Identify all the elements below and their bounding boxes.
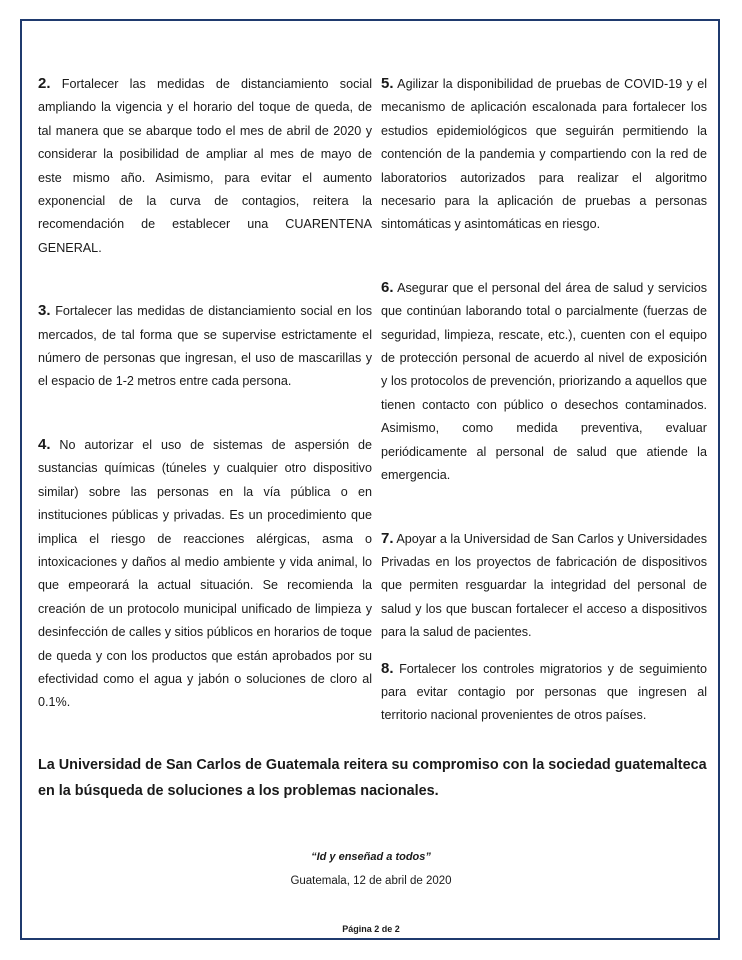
item-number: 8. [381, 659, 394, 677]
item-number: 2. [38, 75, 51, 92]
item-text: Agilizar la disponibilidad de pruebas de COVID-19 y el mecanismo de aplicación escalonada para fortalecer los estudios epidemiológicos que seguirán permitiendo la contención de la pandemia y compartiendo con la red de laboratorios autorizados para realizar el algoritmo necesario para la aplicación de pruebas a personas sintomáticas y asintomáticas en riesgo. [381, 77, 707, 232]
right-column [381, 72, 707, 767]
motto: “Id y enseñad a todos” [311, 851, 431, 863]
item-4 [38, 433, 372, 715]
left-column [38, 72, 372, 754]
date-line: Guatemala, 12 de abril de 2020 [290, 875, 452, 887]
closing-statement: La Universidad de San Carlos de Guatemala reitera su compromiso con la sociedad guatemalteca en la búsqueda de soluciones a los problemas nacionales. [38, 757, 707, 799]
item-text: No autorizar el uso de sistemas de aspersión de sustancias químicas (túneles y cualquier otro dispositivo similar) sobre las personas en la vía pública o en instituciones públicas y privadas. Es un procedimiento que implica el riesgo de reacciones alérgicas, asma o intoxicaciones y daños al medio ambiente y vida animal, lo que empeorará la actual situación. Se recomienda la creación de un protocolo municipal unificado de limpieza y desinfección de calles y sitios públicos en horarios de toque de queda y con los productos que están aprobados por su efectividad como el agua y jabón o soluciones de cloro al 0.1%. [38, 437, 373, 710]
item-2 [38, 72, 372, 260]
page-number: Página 2 de 2 [342, 924, 400, 934]
item-text: Fortalecer las medidas de distanciamiento social ampliando la vigencia y el horario del toque de queda, de tal manera que se abarque todo el mes de abril de 2020 y considerar la posibilidad de ampliar al mes de mayo de este mismo año. Asimismo, para evitar el aumento exponencial de la curva de contagios, reitera la recomendación de establecer una CUARENTENA GENERAL. [38, 77, 372, 255]
item-text: Fortalecer los controles migratorios y de seguimiento para evitar contagio por personas que ingresen al territorio nacional provenientes de otros países. [381, 661, 707, 723]
item-number: 6. [381, 278, 394, 296]
item-text: Apoyar a la Universidad de San Carlos y Universidades Privadas en los proyectos de fabricación de dispositivos que permiten resguardar la integridad del personal de salud y los que buscan fortalecer el acceso a dispositivos para la salud de pacientes. [381, 531, 707, 640]
item-number: 4. [38, 435, 51, 453]
item-number: 5. [381, 75, 394, 92]
item-7 [381, 527, 707, 645]
item-3 [38, 299, 372, 394]
item-number: 3. [38, 302, 51, 320]
item-8 [381, 657, 707, 728]
item-text: Fortalecer las medidas de distanciamiento social en los mercados, de tal forma que se supervise estrictamente el número de personas que ingresan, el uso de mascarillas y el espacio de 1-2 metros entre cada persona. [38, 304, 373, 389]
item-6 [381, 276, 707, 488]
item-5 [381, 72, 707, 237]
item-number: 7. [381, 529, 394, 547]
item-text: Asegurar que el personal del área de salud y servicios que continúan laborando total o parcialmente (fuerzas de seguridad, limpieza, rescate, etc.), cuenten con el equipo de protección personal de acuerdo al nivel de exposición y los protocolos de prevención, priorizando a aquellos que tienen contacto con público o desechos contaminados. Asimismo, como medida preventiva, evaluar periódicamente al personal de salud que atiende la emergencia. [381, 280, 707, 483]
